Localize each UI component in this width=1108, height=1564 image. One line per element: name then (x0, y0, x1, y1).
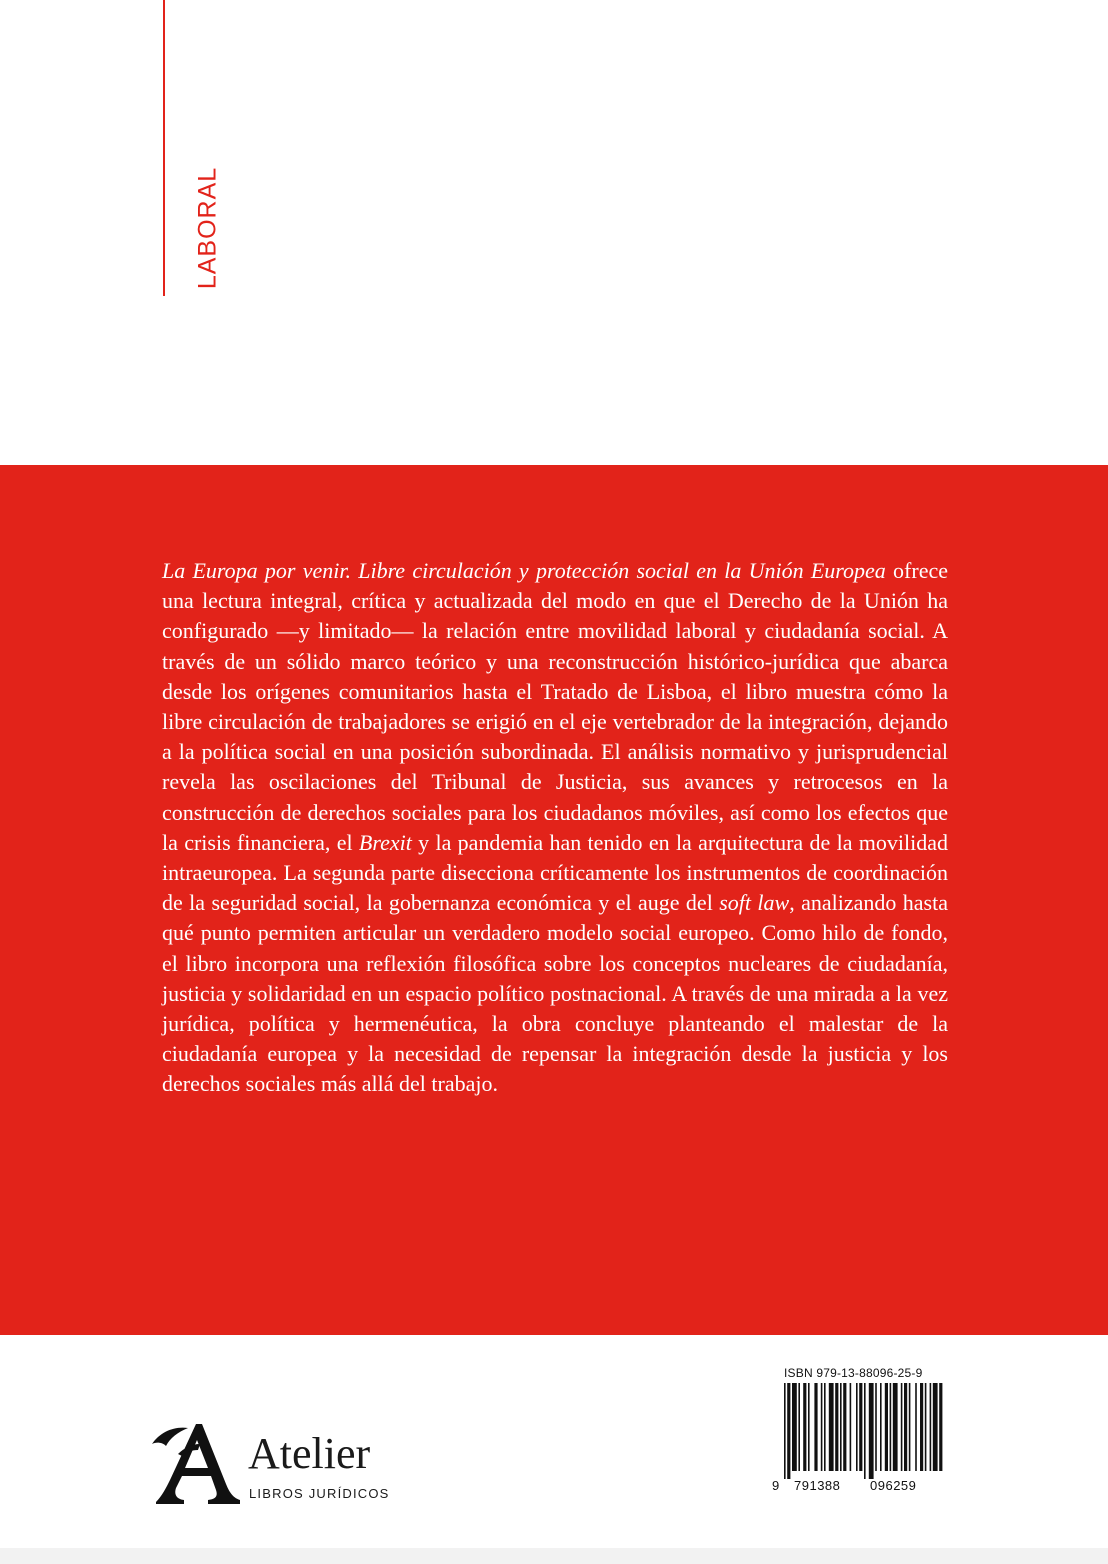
barcode-digit-first: 9 (772, 1478, 780, 1493)
barcode-bars (772, 1383, 944, 1483)
bottom-edge (0, 1548, 1108, 1564)
isbn-label: ISBN 979-13-88096-25-9 (784, 1366, 923, 1380)
publisher-logo (148, 1414, 408, 1514)
book-blurb (162, 556, 948, 1100)
book-title-italic: La Europa por venir. Libre circulación y protección social en la Unión Europea (162, 558, 886, 583)
blurb-text-3: , analizando hasta qué punto permiten articular un verdadero modelo social europeo. Como hilo de fondo, el libro incorpora una reflexión filosófica sobre los conceptos nucleares de ciudadanía, justicia y solidaridad en un espacio político postnacional. A través de una mirada a la vez jurídica, política y hermenéutica, la obra concluye planteando el malestar de la ciudadanía europea y la necesidad de repensar la integración desde la justicia y los derechos sociales más allá del trabajo. (162, 890, 948, 1097)
barcode-digits-left: 791388 (794, 1478, 841, 1493)
publisher-subtitle: LIBROS JURÍDICOS (249, 1486, 390, 1501)
atelier-a-logo-icon (148, 1414, 244, 1510)
brexit-italic: Brexit (358, 829, 412, 855)
cover-divider-line (163, 0, 165, 296)
blurb-text-1: ofrece una lectura integral, crítica y actualizada del modo en que el Derecho de la Unión ha configurado —y limitado— la relación entre movilidad laboral y ciudadanía social. A través de un sólido marco teórico y una reconstrucción histórico-jurídica que abarca desde los orígenes comunitarios hasta el Tratado de Lisboa, el libro muestra cómo la libre circulación de trabajadores se erigió en el eje vertebrador de la integración, dejando a la política social en una posición subordinada. El análisis normativo y jurisprudencial revela las oscilaciones del Tribunal de Justicia, sus avances y retrocesos en la construcción de derechos sociales para los ciudadanos móviles, así como los efectos que la crisis financiera, el (162, 558, 948, 855)
publisher-name: Atelier (248, 1429, 371, 1478)
category-label: LABORAL (193, 166, 222, 290)
soft-law-italic: soft law (719, 890, 790, 916)
barcode-digits-right: 096259 (870, 1478, 917, 1493)
blurb-text-2: y la pandemia han tenido en la arquitectura de la movilidad intraeuropea. La segunda parte disecciona críticamente los instrumentos de coordinación de la seguridad social, la gobernanza económica y el auge del (162, 829, 948, 916)
isbn-barcode (772, 1366, 944, 1498)
